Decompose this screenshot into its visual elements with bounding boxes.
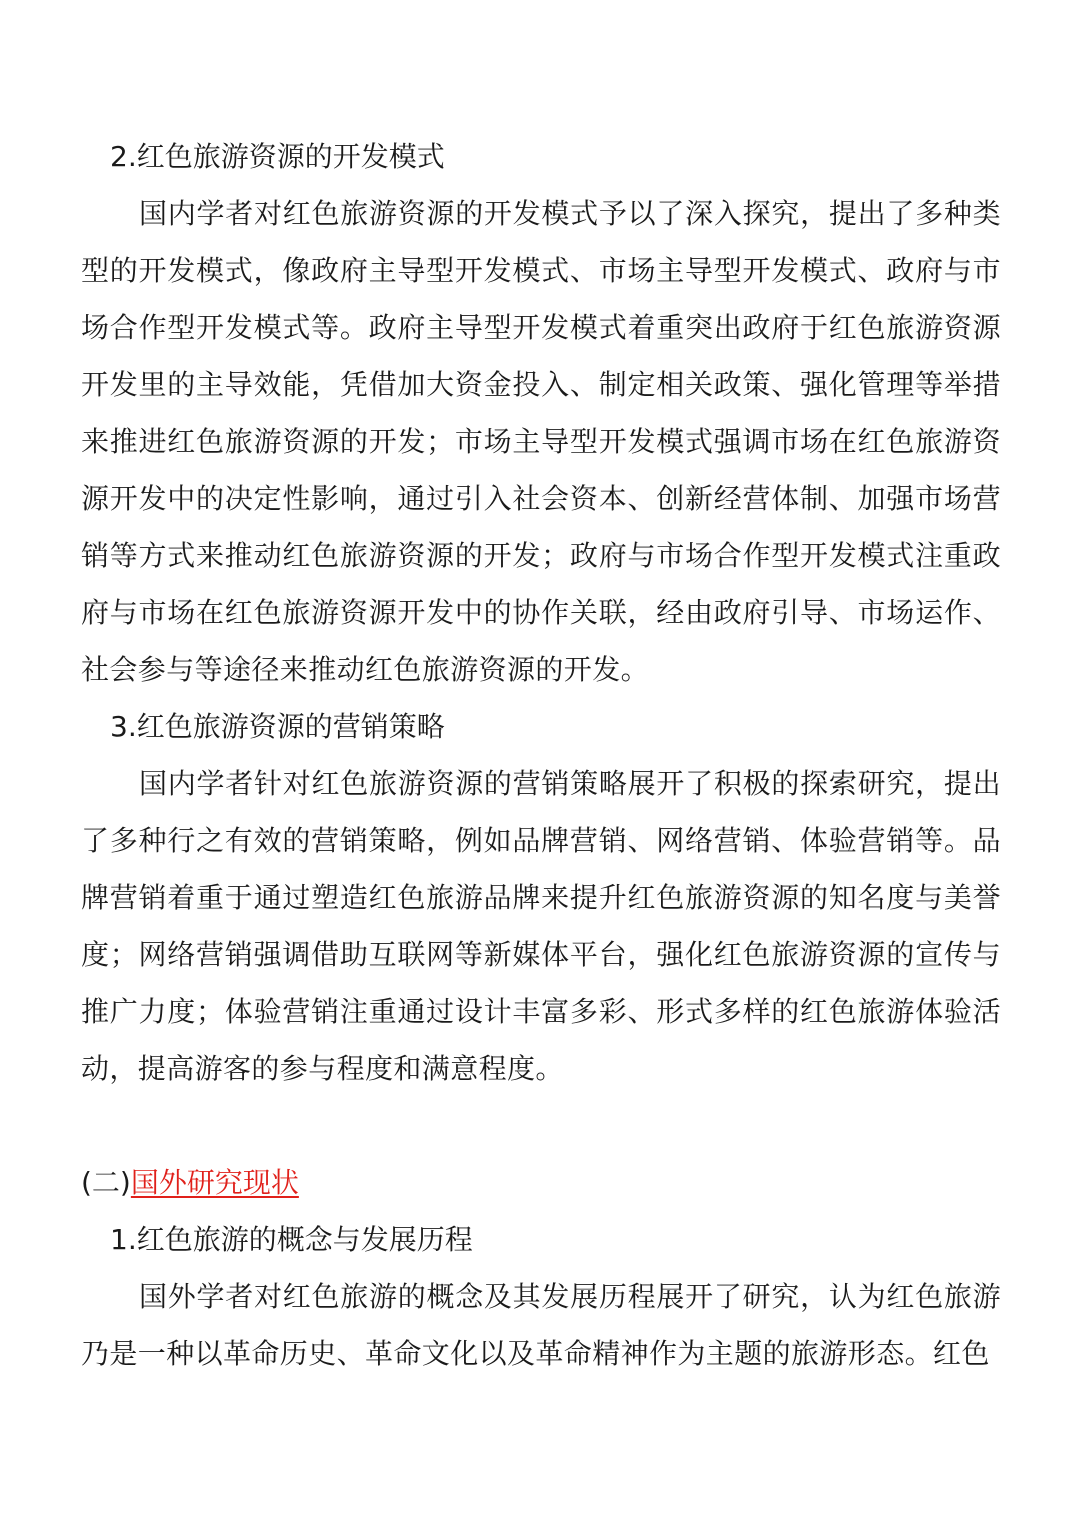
paragraph-concept-history: 国外学者对红色旅游的概念及其发展历程展开了研究，认为红色旅游乃是一种以革命历史、革命文化以及革命精神作为主题的旅游形态。红色	[81, 1280, 1001, 1370]
part-heading-foreign-research	[81, 1154, 1001, 1211]
paragraph-marketing-strategies: 国内学者针对红色旅游资源的营销策略展开了积极的探索研究，提出了多种行之有效的营销策略，例如品牌营销、网络营销、体验营销等。品牌营销着重于通过塑造红色旅游品牌来提升红色旅游资源的知名度与美誉度；网络营销强调借助互联网等新媒体平台，强化红色旅游资源的宣传与推广力度；体验营销注重通过设计丰富多彩、形式多样的红色旅游体验活动，提高游客的参与程度和满意程度。	[81, 767, 1001, 1085]
paragraph-development-models: 国内学者对红色旅游资源的开发模式予以了深入探究，提出了多种类型的开发模式，像政府主导型开发模式、市场主导型开发模式、政府与市场合作型开发模式等。政府主导型开发模式着重突出政府于红色旅游资源开发里的主导效能，凭借加大资金投入、制定相关政策、强化管理等举措来推进红色旅游资源的开发；市场主导型开发模式强调市场在红色旅游资源开发中的决定性影响，通过引入社会资本、创新经营体制、加强市场营销等方式来推动红色旅游资源的开发；政府与市场合作型开发模式注重政府与市场在红色旅游资源开发中的协作关联，经由政府引导、市场运作、社会参与等途径来推动红色旅游资源的开发。	[81, 197, 1001, 686]
foreign-research-link[interactable]: 国外研究现状	[130, 1166, 299, 1199]
section-heading-marketing-strategies: 3.红色旅游资源的营销策略	[110, 710, 445, 743]
section-heading-concept-history: 1.红色旅游的概念与发展历程	[110, 1223, 473, 1256]
section-heading-development-models: 2.红色旅游资源的开发模式	[110, 140, 445, 173]
part-number: (二)	[81, 1166, 131, 1199]
document-content	[81, 128, 1001, 1382]
